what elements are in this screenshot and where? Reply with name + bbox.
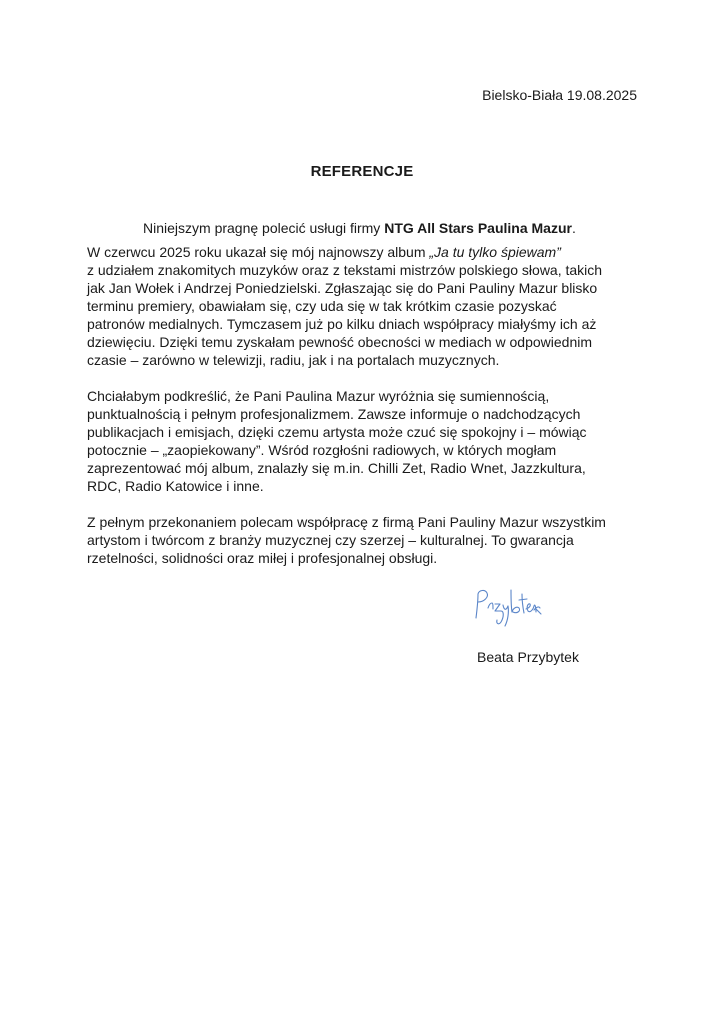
- signature-stroke-y: [503, 605, 508, 626]
- intro-prefix: Niniejszym pragnę polecić usługi firmy: [143, 220, 385, 236]
- paragraph-qualities: [87, 387, 639, 495]
- album-title: „Ja tu tylko śpiewam”: [429, 244, 561, 260]
- letter-body: [87, 243, 639, 567]
- paragraph-line: terminu premiery, obawiałam się, czy uda się w tak krótkim czasie pozyskać: [87, 298, 557, 314]
- paragraph-line: jak Jan Wołek i Andrzej Poniedzielski. Zgłaszając się do Pani Pauliny Mazur blisko: [87, 280, 598, 296]
- paragraph-line: artystom i twórcom z branży muzycznej czy szerzej – kulturalnej. To gwarancja: [87, 532, 574, 548]
- paragraph-line: patronów medialnych. Tymczasem już po kilku dniach współpracy miałyśmy ich aż: [87, 316, 597, 332]
- signature-stroke-p: [476, 590, 487, 618]
- paragraph-line: Z pełnym przekonaniem polecam współpracę z firmą Pani Pauliny Mazur wszystkim: [87, 514, 606, 530]
- document-title: REFERENCJE: [310, 163, 414, 180]
- paragraph-recommendation: [87, 513, 639, 567]
- signature-stroke-z: [495, 604, 503, 624]
- signer-name: Beata Przybytek: [477, 649, 579, 665]
- paragraph-line: [87, 243, 639, 261]
- place-and-date: Bielsko-Biała 19.08.2025: [482, 87, 637, 103]
- paragraph-line: z udziałem znakomitych muzyków oraz z tekstami mistrzów polskiego słowa, takich: [87, 262, 603, 278]
- signature-stroke-b: [511, 590, 520, 613]
- intro-suffix: .: [571, 220, 576, 236]
- intro-sentence: [143, 219, 663, 237]
- paragraph-line: czasie – zarówno w telewizji, radiu, jak i na portalach muzycznych.: [87, 352, 500, 368]
- paragraph-line: Chciałabym podkreślić, że Pani Paulina Mazur wyróżnia się sumiennością,: [87, 388, 550, 404]
- paragraph-album: [87, 243, 639, 369]
- company-name: NTG All Stars Paulina Mazur: [384, 220, 572, 236]
- paragraph-line: RDC, Radio Katowice i inne.: [87, 478, 264, 494]
- paragraph-line: rzetelności, solidności oraz miłej i profesjonalnej obsługi.: [87, 550, 438, 566]
- paragraph-line: zaprezentować mój album, znalazły się m.in. Chilli Zet, Radio Wnet, Jazzkultura,: [87, 460, 586, 476]
- signature-stroke-r: [488, 603, 493, 609]
- signature-strokes: [476, 590, 541, 626]
- line-text: W czerwcu 2025 roku ukazał się mój najnowszy album: [87, 244, 430, 260]
- paragraph-line: potocznie – „zaopiekowany”. Wśród rozgłośni radiowych, w których mogłam: [87, 442, 557, 458]
- paragraph-line: dziewięciu. Dzięki temu zyskałam pewność obecności w mediach w odpowiednim: [87, 334, 592, 350]
- signature-stroke-t1: [519, 594, 527, 613]
- signature-stroke-ek: [526, 604, 541, 614]
- paragraph-line: punktualnością i pełnym profesjonalizmem. Zawsze informuje o nadchodzących: [87, 406, 581, 422]
- handwritten-signature: [468, 584, 554, 634]
- paragraph-line: publikacjach i emisjach, dzięki czemu artysta może czuć się spokojny i – mówiąc: [87, 424, 587, 440]
